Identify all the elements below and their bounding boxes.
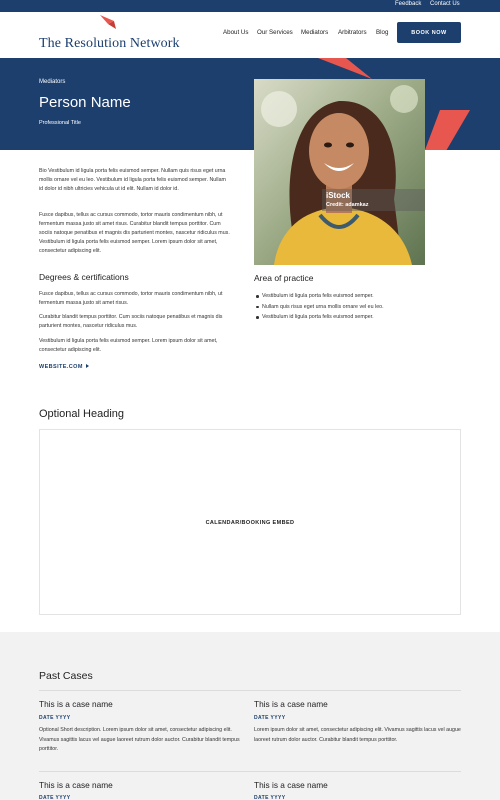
area-of-practice-heading: Area of practice <box>254 273 314 283</box>
past-cases-section <box>0 632 500 800</box>
list-item: Vestibulum id ligula porta felis euismod semper. <box>254 291 384 302</box>
case-date: DATE YYYY <box>39 715 71 721</box>
professional-title: Professional Title <box>39 120 81 126</box>
degrees-paragraph: Vestibulum id ligula porta felis euismod semper. Lorem ipsum dolor sit amet, consectetur adipiscing elit. <box>39 338 218 353</box>
site-header <box>0 12 500 58</box>
person-name: Person Name <box>39 94 131 111</box>
bio-paragraph: Fusce dapibus, tellus ac cursus commodo, tortor mauris condimentum nibh, ut fermentum massa justo sit amet risus. Curabitur blandit tempus porttitor. Cum sociis natoque penatibus et magnis dis parturient montes, nascetur ridiculus mus. Vestibulum id ligula porta felis euismod semper. Lorem ipsum dolor sit amet, consectetur adipiscing elit. <box>39 212 230 254</box>
website-link-label: WEBSITE.COM <box>39 364 83 370</box>
portrait-photo <box>254 79 425 265</box>
site-logo[interactable]: The Resolution Network <box>39 36 180 51</box>
list-item: Nullam quis risus eget urna mollis ornare vel eu leo. <box>254 302 384 313</box>
list-item: Vestibulum id ligula porta felis euismod semper. <box>254 312 384 323</box>
case-description: Lorem ipsum dolor sit amet, consectetur adipiscing elit. Vivamus sagittis lacus vel augue laoreet rutrum dolor auctor. Curabitur blandit tempus porttitor. <box>254 727 461 743</box>
logo-arrow-icon <box>100 15 118 29</box>
nav-arbitrators[interactable]: Arbitrators <box>338 29 367 36</box>
case-title[interactable]: This is a case name <box>254 780 328 790</box>
website-link[interactable] <box>39 364 89 370</box>
arrow-right-icon <box>86 364 89 368</box>
optional-heading: Optional Heading <box>39 408 125 420</box>
nav-mediators[interactable]: Mediators <box>301 29 329 36</box>
case-date: DATE YYYY <box>254 795 286 800</box>
degrees-heading: Degrees & certifications <box>39 272 129 282</box>
case-title[interactable]: This is a case name <box>39 780 113 790</box>
case-title[interactable]: This is a case name <box>39 699 113 709</box>
case-title[interactable]: This is a case name <box>254 699 328 709</box>
embed-placeholder-label: CALENDAR/BOOKING EMBED <box>205 520 295 526</box>
utility-bar <box>0 0 500 12</box>
nav-our-services[interactable]: Our Services <box>257 29 293 36</box>
case-date: DATE YYYY <box>39 795 71 800</box>
portrait-illustration <box>254 79 425 265</box>
book-now-button[interactable]: BOOK NOW <box>397 22 461 43</box>
feedback-link[interactable]: Feedback <box>395 1 422 7</box>
divider <box>39 771 461 772</box>
stock-watermark: iStock <box>326 191 351 200</box>
case-date: DATE YYYY <box>254 715 286 721</box>
past-cases-heading: Past Cases <box>39 670 93 682</box>
degrees-paragraph: Fusce dapibus, tellus ac cursus commodo, tortor mauris condimentum nibh, ut fermentum massa justo sit amet risus. <box>39 291 223 306</box>
hero-banner <box>0 58 500 150</box>
area-of-practice-list <box>254 291 384 323</box>
booking-embed[interactable] <box>39 429 461 615</box>
degrees-paragraph: Curabitur blandit tempus porttitor. Cum sociis natoque penatibus et magnis dis parturient montes, nascetur ridiculus mus. <box>39 314 223 329</box>
contact-us-link[interactable]: Contact Us <box>430 1 460 7</box>
bio-paragraph: Bio Vestibulum id ligula porta felis euismod semper. Nullam quis risus eget urna mollis ornare vel eu leo. Vestibulum id ligula porta felis euismod semper. Nullam id dolor id nibh ultricies vehicula ut id elit. Nullam id dolor id. <box>39 168 226 192</box>
case-description: Optional Short description. Lorem ipsum dolor sit amet, consectetur adipiscing elit. Vivamus sagittis lacus vel augue laoreet rutrum dolor auctor. Curabitur blandit tempus porttitor. <box>39 727 240 752</box>
nav-blog[interactable]: Blog <box>376 29 389 36</box>
nav-about-us[interactable]: About Us <box>223 29 249 36</box>
photo-credit: Credit: adamkaz <box>326 202 369 208</box>
hero-kicker: Mediators <box>39 79 66 85</box>
divider <box>39 690 461 691</box>
